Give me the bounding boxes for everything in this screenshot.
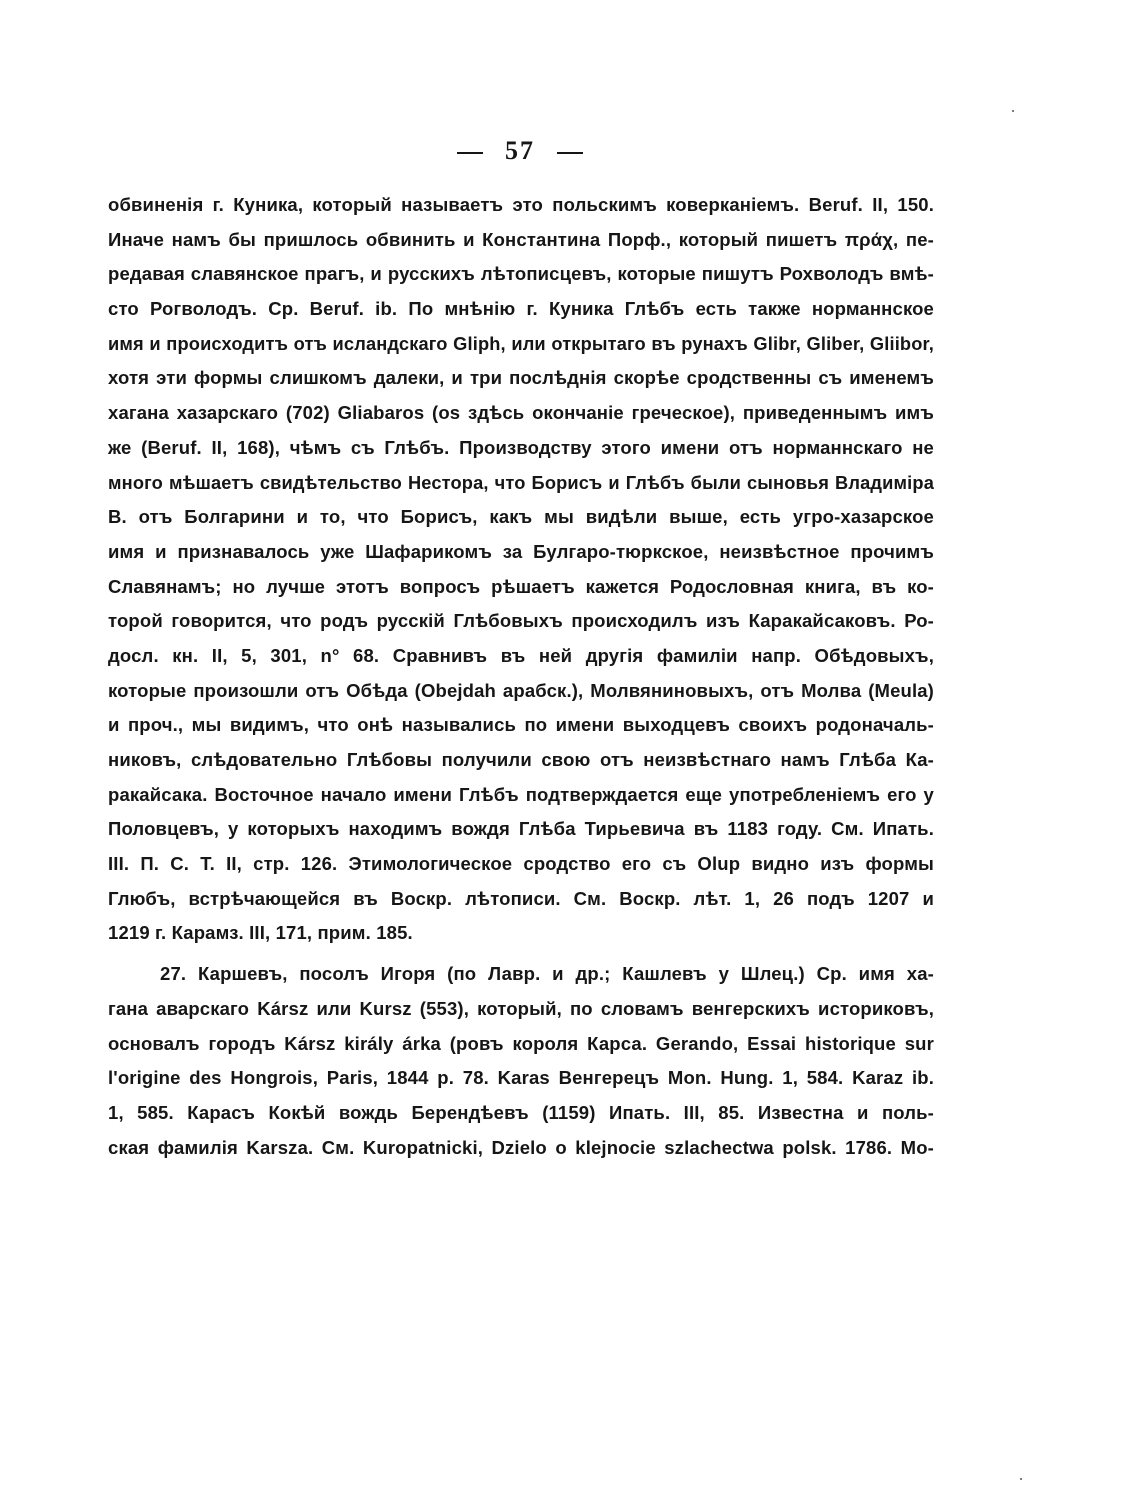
paragraph-1	[108, 188, 934, 951]
text-line: ская фамилія Karsza. См. Kuropatnicki, Dzielo o klejnocie szlachectwa polsk. 1786. Мо-	[108, 1136, 934, 1158]
paragraph-2	[108, 957, 934, 1165]
text-line: торой говорится, что родъ русскій Глѣбовыхъ происходилъ изъ Каракайсаковъ. Ро-	[108, 610, 934, 632]
text-line: сто Рогволодъ. Ср. Beruf. ib. По мнѣнію г. Куника Глѣбъ есть также норманнское	[108, 298, 934, 320]
page-header	[0, 136, 1040, 166]
text-line: гана аварскаго Kársz или Kursz (553), который, по словамъ венгерскихъ историковъ,	[108, 997, 934, 1019]
text-line: досл. кн. II, 5, 301, n° 68. Сравнивъ въ ней другія фамиліи напр. Обѣдовыхъ,	[108, 644, 934, 666]
text-line: 27. Каршевъ, посолъ Игоря (по Лавр. и др.; Кашлевъ у Шлец.) Ср. имя ха-	[160, 963, 934, 985]
scan-speck	[1012, 110, 1014, 112]
text-line: III. П. С. Т. II, стр. 126. Этимологическое сродство его съ Olup видно изъ формы	[108, 853, 934, 875]
scan-speck	[1020, 1478, 1022, 1480]
text-line: 1, 585. Карасъ Кокѣй вождь Берендѣевъ (1159) Ипать. III, 85. Известна и поль-	[108, 1101, 934, 1123]
text-line: и проч., мы видимъ, что онѣ назывались по имени выходцевъ своихъ родоначаль-	[108, 714, 934, 736]
header-dash-left	[457, 152, 483, 154]
text-line: которые произошли отъ Обѣда (Obejdah арабск.), Молвяниновыхъ, отъ Молва (Meula)	[108, 679, 934, 701]
header-dash-right	[557, 152, 583, 154]
text-line: же (Beruf. II, 168), чѣмъ съ Глѣбъ. Производству этого имени отъ норманнскаго не	[108, 436, 934, 458]
text-line: В. отъ Болгарини и то, что Борисъ, какъ мы видѣли выше, есть угро-хазарское	[108, 506, 934, 528]
text-line: Глюбъ, встрѣчающейся въ Воскр. лѣтописи. См. Воскр. лѣт. 1, 26 подъ 1207 и	[108, 887, 934, 909]
text-line: редавая славянское прагъ, и русскихъ лѣтописцевъ, которые пишутъ Рохволодъ вмѣ-	[108, 263, 934, 285]
text-line: 1219 г. Карамз. III, 171, прим. 185.	[108, 922, 413, 944]
text-line: хотя эти формы слишкомъ далеки, и три послѣднія скорѣе сродственны съ именемъ	[108, 367, 934, 389]
text-line: основалъ городъ Kársz király árka (ровъ короля Карса. Gerando, Essai historique sur	[108, 1032, 934, 1054]
text-line: Иначе намъ бы пришлось обвинить и Константина Порф., который пишетъ πράχ, пе-	[108, 228, 934, 250]
text-line: l'origine des Hongrois, Paris, 1844 p. 78. Karas Венгерецъ Mon. Hung. 1, 584. Karaz ib.	[108, 1067, 934, 1089]
text-line: хагана хазарскаго (702) Gliabaros (os здѣсь окончаніе греческое), приведеннымъ имъ	[108, 402, 934, 424]
body-text	[108, 188, 934, 1165]
text-line: Славянамъ; но лучше этотъ вопросъ рѣшаетъ кажется Родословная книга, въ ко-	[108, 575, 934, 597]
text-line: имя и признавалось уже Шафарикомъ за Булгаро-тюркское, неизвѣстное прочимъ	[108, 540, 934, 562]
text-line: Половцевъ, у которыхъ находимъ вождя Глѣба Тирьевича въ 1183 году. См. Ипать.	[108, 818, 934, 840]
text-line: никовъ, слѣдовательно Глѣбовы получили свою отъ неизвѣстнаго намъ Глѣба Ка-	[108, 749, 934, 770]
text-line: имя и происходитъ отъ исландскаго Gliph, или открытаго въ рунахъ Glibr, Gliber, Gliibor,	[108, 332, 934, 354]
text-line: много мѣшаетъ свидѣтельство Нестора, что Борисъ и Глѣбъ были сыновья Владиміра	[108, 471, 934, 493]
page-number: 57	[505, 136, 535, 165]
text-line: обвиненія г. Куника, который называетъ это польскимъ коверканіемъ. Beruf. II, 150.	[108, 194, 934, 215]
text-line: ракайсака. Восточное начало имени Глѣбъ подтверждается еще употребленіемъ его у	[108, 783, 934, 805]
